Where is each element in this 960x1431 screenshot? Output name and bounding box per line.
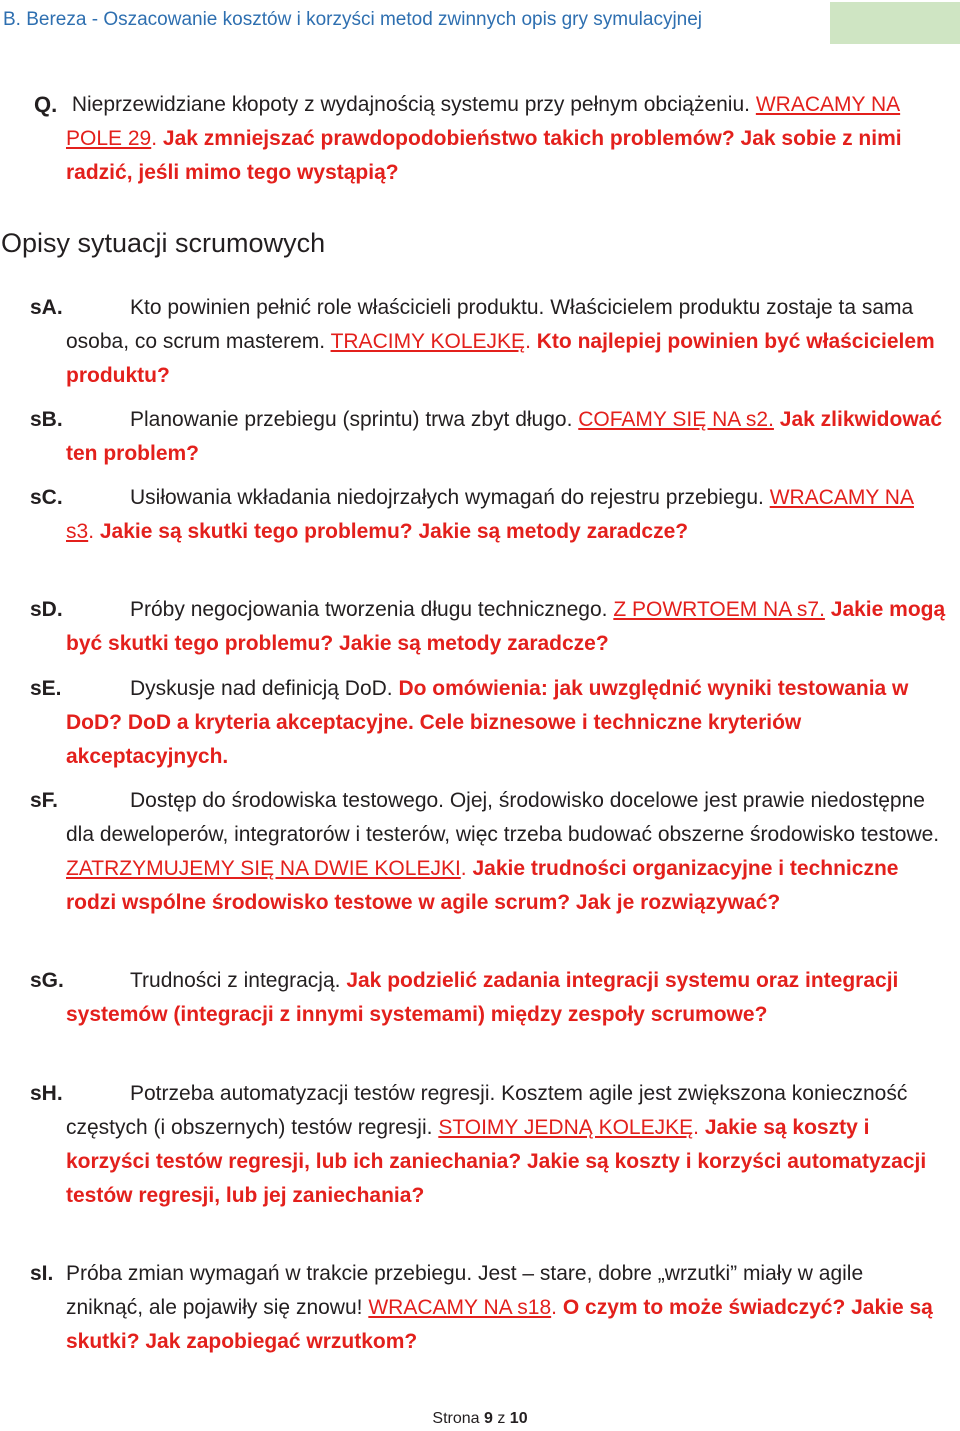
footer-label: Strona xyxy=(432,1410,480,1427)
entry-question: Jakie są skutki tego problemu? Jakie są metody zaradcze? xyxy=(99,520,689,543)
page-header xyxy=(0,0,960,48)
header-decoration xyxy=(830,2,960,44)
entry-sh xyxy=(30,1077,946,1213)
entry-link[interactable]: TRACIMY KOLEJKĘ xyxy=(330,330,526,353)
entry-text: Nieprzewidziane kłopoty z wydajnością systemu przy pełnym obciążeniu. xyxy=(71,93,750,116)
entry-text: Planowanie przebiegu (sprintu) trwa zbyt długo. xyxy=(130,408,573,431)
entry-text: Kto powinien pełnić role właścicieli produktu. Właścicielem produktu zostaje ta sama osoba, co scrum masterem. xyxy=(66,296,914,353)
entry-text: Usiłowania wkładania niedojrzałych wymagań do rejestru przebiegu. xyxy=(130,486,764,509)
entry-link-suffix: . xyxy=(693,1116,699,1139)
entry-text: Dostęp do środowiska testowego. Ojej, środowisko docelowe jest prawie niedostępne dla deweloperów, integratorów i testerów, więc trzeba budować obszerne środowisko testowe. xyxy=(66,789,940,846)
entry-marker: sD. xyxy=(30,598,63,621)
entry-question: Jak zlikwidować ten problem? xyxy=(66,408,943,465)
entry-text: Próba zmian wymagań w trakcie przebiegu. Jest – stare, dobre „wrzutki” miały w agile zniknąć, ale pojawiły się znowu! xyxy=(66,1262,864,1319)
entry-question: Jakie mogą być skutki tego problemu? Jakie są metody zaradcze? xyxy=(66,598,946,655)
footer-page-number: 9 xyxy=(483,1410,493,1427)
entry-link-suffix: . xyxy=(551,1296,557,1319)
entry-question: O czym to może świadczyć? Jakie są skutki? Jak zapobiegać wrzutkom? xyxy=(66,1296,933,1353)
entry-sg xyxy=(30,964,946,1032)
entry-question: Jak podzielić zadania integracji systemu oraz integracji systemów (integracji z innymi systemami) między zespoły scrumowe? xyxy=(66,969,899,1026)
entry-link[interactable]: WRACAMY NA s18 xyxy=(368,1296,552,1319)
header-title: B. Bereza - Oszacowanie kosztów i korzyści metod zwinnych opis gry symulacyjnej xyxy=(3,9,703,30)
entry-link-suffix: . xyxy=(460,857,467,880)
entry-text: Próby negocjowania tworzenia długu technicznego. xyxy=(130,598,608,621)
entry-marker: sF. xyxy=(30,789,59,812)
entry-question: Jak zmniejszać prawdopodobieństwo takich problemów? Jak sobie z nimi radzić, jeśli mimo tego wystąpią? xyxy=(66,127,902,184)
entry-sc xyxy=(30,481,946,549)
entry-marker: sE. xyxy=(30,677,62,700)
entry-q xyxy=(34,88,946,190)
entry-question: Kto najlepiej powinien być właścicielem produktu? xyxy=(66,330,935,387)
entry-link[interactable]: Z POWRTOEM NA s7. xyxy=(613,598,825,621)
entry-sd xyxy=(30,593,946,661)
footer-separator: z xyxy=(497,1410,506,1427)
entry-sa xyxy=(30,291,946,393)
entry-question: Do omówienia: jak uwzględnić wyniki testowania w DoD? DoD a kryteria akceptacyjne. Cele biznesowe i techniczne kryteriów akceptacyjnych. xyxy=(66,677,909,768)
entry-text: Trudności z integracją. xyxy=(130,969,341,992)
entry-marker: sC. xyxy=(30,486,63,509)
entry-sf xyxy=(30,784,946,920)
entry-link[interactable]: WRACAMY NA s3 xyxy=(66,486,914,543)
entry-question: Jakie są koszty i korzyści testów regresji, lub ich zaniechania? Jakie są koszty i korzyści automatyzacji testów regresji, lub jej zaniechania? xyxy=(66,1116,927,1207)
entry-link-suffix: . xyxy=(88,520,95,543)
entry-link[interactable]: STOIMY JEDNĄ KOLEJKĘ xyxy=(438,1116,694,1139)
entry-marker: sA. xyxy=(30,296,63,319)
entry-si xyxy=(30,1257,946,1359)
entry-se xyxy=(30,672,946,774)
entry-link[interactable]: ZATRZYMUJEMY SIĘ NA DWIE KOLEJKI xyxy=(66,857,461,880)
entry-marker: sG. xyxy=(30,969,64,992)
entry-text: Potrzeba automatyzacji testów regresji. Kosztem agile jest zwiększona konieczność częstych (i obszernych) testów regresji. xyxy=(66,1082,908,1139)
entry-link[interactable]: COFAMY SIĘ NA s2. xyxy=(578,408,774,431)
entry-link[interactable]: WRACAMY NA POLE 29 xyxy=(66,93,901,150)
entry-link-suffix: . xyxy=(525,330,531,353)
entry-marker: sI. xyxy=(30,1262,54,1285)
section-heading: Opisy sytuacji scrumowych xyxy=(1,228,326,258)
entry-link-suffix: . xyxy=(151,127,158,150)
entry-text: Dyskusje nad definicją DoD. xyxy=(130,677,393,700)
entry-sb xyxy=(30,403,946,471)
entry-marker: sB. xyxy=(30,408,63,431)
page-footer xyxy=(0,1410,960,1428)
entry-question: Jakie trudności organizacyjne i techniczne rodzi wspólne środowisko testowe w agile scrum? Jak je rozwiązywać? xyxy=(66,857,899,914)
entry-marker: Q. xyxy=(34,92,58,117)
entry-marker: sH. xyxy=(30,1082,63,1105)
footer-page-total: 10 xyxy=(509,1410,528,1427)
